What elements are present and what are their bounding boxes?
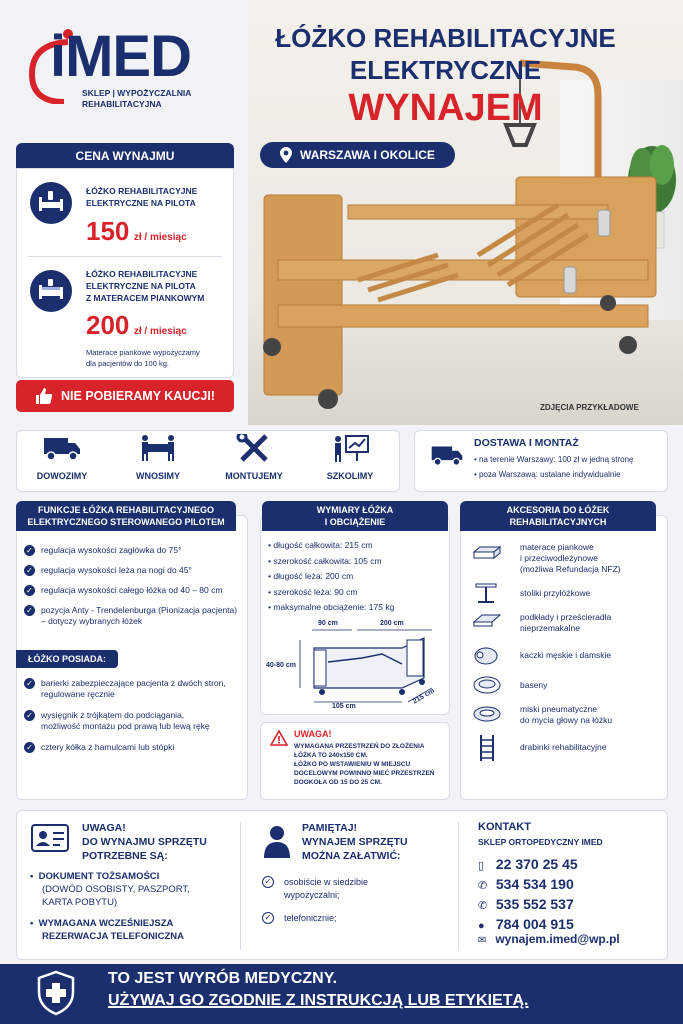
delivery-title: DOSTAWA I MONTAŻ xyxy=(474,437,579,449)
price-value-2: 200 xyxy=(86,310,130,340)
bed-mattress-icon xyxy=(30,270,72,312)
ladder-icon xyxy=(472,734,502,762)
delivery-truck-icon xyxy=(430,443,464,467)
function-item: ✓ regulacja wysokości zagłówka do 75° xyxy=(24,545,244,556)
dim-label-height: 40-80 cm xyxy=(266,662,296,669)
footer-line1: TO JEST WYRÓB MEDYCZNY. xyxy=(108,970,338,987)
check-circle-icon: ✓ xyxy=(262,912,274,924)
accessory-item: materace piankowe i przeciwodleżynowe (możliwa Refundacja NFZ) xyxy=(472,542,662,582)
requirements-title: UWAGA! DO WYNAJMU SPRZĘTU POTRZEBNE SĄ: xyxy=(82,822,207,862)
price-unit-1: zł / miesiąc xyxy=(133,232,187,243)
accessory-item: miski pneumatyczne do mycia głowy na łóżku xyxy=(472,702,662,732)
contact-title: KONTAKT xyxy=(478,821,531,833)
basin-icon xyxy=(472,704,502,726)
phone-icon: ✆ xyxy=(478,900,488,912)
accessory-item: podkłady i prześcieradła nieprzemakalne xyxy=(472,610,662,640)
delivery-item-1: • na terenie Warszawy: 100 zł w jedną stronę xyxy=(474,455,634,464)
price-item-2 xyxy=(86,310,187,341)
bottom-divider-2 xyxy=(458,822,459,950)
has-item: ✓ cztery kółka z hamulcami lub stópki xyxy=(24,742,244,753)
table-icon xyxy=(472,582,502,604)
accessory-item: stoliki przyłóżkowe xyxy=(472,582,662,606)
phone-icon: ✆ xyxy=(478,880,488,892)
dimensions-list: • długość całkowita: 215 cm • szerokość całkowita: 105 cm • długość leża: 200 cm • szerokość leża: 90 cm • maksymalne obciążenie: 175 kg xyxy=(268,540,395,612)
dim-label-200: 200 cm xyxy=(380,620,404,627)
bed-remote-icon xyxy=(30,182,72,224)
price-item-2-name: ŁÓŻKO REHABILITACYJNE ELEKTRYCZNE NA PILOTA Z MATERACEM PIANKOWYM xyxy=(86,269,205,303)
phone-row[interactable]: ● 784 004 915 xyxy=(478,915,578,935)
medical-shield-icon xyxy=(36,970,76,1016)
logo-subtitle-1: SKLEP | WYPOŻYCZALNIA xyxy=(82,88,192,98)
service-dowozimy: DOWOZIMY xyxy=(22,434,102,481)
dim-label-215: 215 cm xyxy=(411,687,436,706)
tools-icon xyxy=(234,434,274,462)
check-icon: ✓ xyxy=(24,545,35,556)
service-szkolimy: SZKOLIMY xyxy=(310,434,390,481)
warning-icon xyxy=(270,730,288,746)
warning-title: UWAGA! xyxy=(294,729,332,739)
contact-phones xyxy=(478,855,578,935)
warning-text: WYMAGANA PRZESTRZEŃ DO ZŁOŻENIA ŁÓŻKA TO 240x150 CM. ŁÓŻKO PO WSTAWIENIU W MIEJSCU DOCELOWYM POWINNO MIEĆ PRZESTRZEŃ DOOKOŁA OD 15 DO 25 CM. xyxy=(294,743,435,786)
dim-label-90: 90 cm xyxy=(318,620,338,627)
training-icon xyxy=(330,434,370,462)
accessories-tab: AKCESORIA DO ŁÓŻEK REHABILITACYJNYCH xyxy=(460,501,656,531)
bedpan-icon xyxy=(472,674,502,696)
phone-row[interactable]: ✆ 535 552 537 xyxy=(478,895,578,915)
delivery-item-2: • poza Warszawą: ustalane indywidualnie xyxy=(474,470,621,479)
id-card-icon xyxy=(30,823,70,853)
headline-line3: WYNAJEM xyxy=(348,87,543,129)
check-circle-icon: ✓ xyxy=(262,876,274,888)
email-icon: ✉ xyxy=(478,935,487,946)
location-badge xyxy=(260,142,455,168)
service-wnosimy: WNOSIMY xyxy=(118,434,198,481)
functions-list xyxy=(24,545,244,627)
service-montujemy: MONTUJEMY xyxy=(214,434,294,481)
requirement-item: • DOKUMENT TOŻSAMOŚCI (DOWÓD OSOBISTY, PASZPORT, KARTA POBYTU) xyxy=(30,871,190,908)
accessory-item: baseny xyxy=(472,674,662,698)
contact-subtitle: SKLEP ORTOPEDYCZNY IMED xyxy=(478,837,603,847)
person-icon xyxy=(262,824,292,858)
pricing-divider xyxy=(28,256,222,257)
logo-text: iMED xyxy=(50,24,191,89)
remember-item: ✓ telefonicznie; xyxy=(262,912,452,925)
headline xyxy=(248,22,643,130)
carry-icon xyxy=(138,434,178,462)
dimensions-diagram xyxy=(262,618,448,713)
check-icon: ✓ xyxy=(24,565,35,576)
accessory-item: kaczki męskie i damskie xyxy=(472,644,662,668)
phone-row[interactable]: ✆ 534 534 190 xyxy=(478,875,578,895)
price-item-1 xyxy=(86,216,187,247)
dimensions-tab: WYMIARY ŁÓŻKA I OBCIĄŻENIE xyxy=(262,501,448,531)
remember-item: ✓ osobiście w siedzibie wypożyczalni; xyxy=(262,876,452,902)
location-text: WARSZAWA I OKOLICE xyxy=(300,148,435,162)
requirement-item: • WYMAGANA WCZEŚNIEJSZA REZERWACJA TELEFONICZNA xyxy=(30,918,184,942)
has-item: ✓ wysięgnik z trójkątem do podciągania, możliwość montażu pod prawą lub lewą rękę xyxy=(24,710,244,732)
remember-list xyxy=(262,876,452,925)
thumbs-up-icon xyxy=(35,387,53,405)
urinal-icon xyxy=(472,644,502,666)
price-item-1-name: ŁÓŻKO REHABILITACYJNE ELEKTRYCZNE NA PILOTA xyxy=(86,186,198,208)
logo[interactable] xyxy=(28,22,228,109)
landline-icon: ▯ xyxy=(478,860,485,872)
headline-line1: ŁÓŻKO REHABILITACYJNE xyxy=(275,23,616,53)
contact-email[interactable]: ✉ wynajem.imed@wp.pl xyxy=(478,932,620,946)
remember-title: PAMIĘTAJ! WYNAJEM SPRZĘTU MOŻNA ZAŁATWIĆ: xyxy=(302,822,408,862)
function-item: ✓ regulacja wysokości leża na nogi do 45° xyxy=(24,565,244,576)
functions-tab: FUNKCJE ŁÓŻKA REHABILITACYJNEGO ELEKTRYCZNEGO STEROWANEGO PILOTEM xyxy=(16,501,236,531)
truck-icon xyxy=(42,434,82,462)
check-icon: ✓ xyxy=(24,710,35,721)
location-pin-icon: ● xyxy=(478,920,485,932)
headline-line2: ELEKTRYCZNE xyxy=(349,55,542,85)
pricing-note: Materace piankowe wypożyczamy dla pacjentów do 100 kg. xyxy=(86,348,200,368)
price-value-1: 150 xyxy=(86,216,130,246)
check-icon: ✓ xyxy=(24,678,35,689)
mattress-icon xyxy=(472,544,502,564)
check-icon: ✓ xyxy=(24,605,35,616)
has-tab: ŁÓŻKO POSIADA: xyxy=(16,650,118,668)
check-icon: ✓ xyxy=(24,742,35,753)
requirements-list xyxy=(30,870,190,943)
photo-caption: ZDJĘCIA PRZYKŁADOWE xyxy=(540,403,639,412)
function-item: ✓ regulacja wysokości całego łóżka od 40 – 80 cm xyxy=(24,585,244,596)
bottom-divider-1 xyxy=(240,822,241,950)
map-pin-icon xyxy=(280,147,292,163)
check-icon: ✓ xyxy=(24,585,35,596)
logo-subtitle-2: REHABILITACYJNA xyxy=(82,99,162,109)
footer-line2: UŻYWAJ GO ZGODNIE Z INSTRUKCJĄ LUB ETYKIETĄ. xyxy=(108,992,529,1009)
pricing-tab: CENA WYNAJMU xyxy=(16,143,234,169)
accessory-item: drabinki rehabilitacyjne xyxy=(472,734,662,764)
no-deposit-banner: NIE POBIERAMY KAUCJI! xyxy=(16,380,234,412)
has-item: ✓ barierki zabezpieczające pacjenta z dwóch stron, regulowane ręcznie xyxy=(24,678,244,700)
price-unit-2: zł / miesiąc xyxy=(133,326,187,337)
pad-icon xyxy=(472,612,502,632)
phone-row[interactable]: ▯ 22 370 25 45 xyxy=(478,855,578,875)
has-list xyxy=(24,678,244,753)
function-item: ✓ pozycja Anty - Trendelenburga (Pionizacja pacjenta) – dotyczy wybranych łóżek xyxy=(24,605,244,627)
dim-label-105: 105 cm xyxy=(332,703,356,710)
